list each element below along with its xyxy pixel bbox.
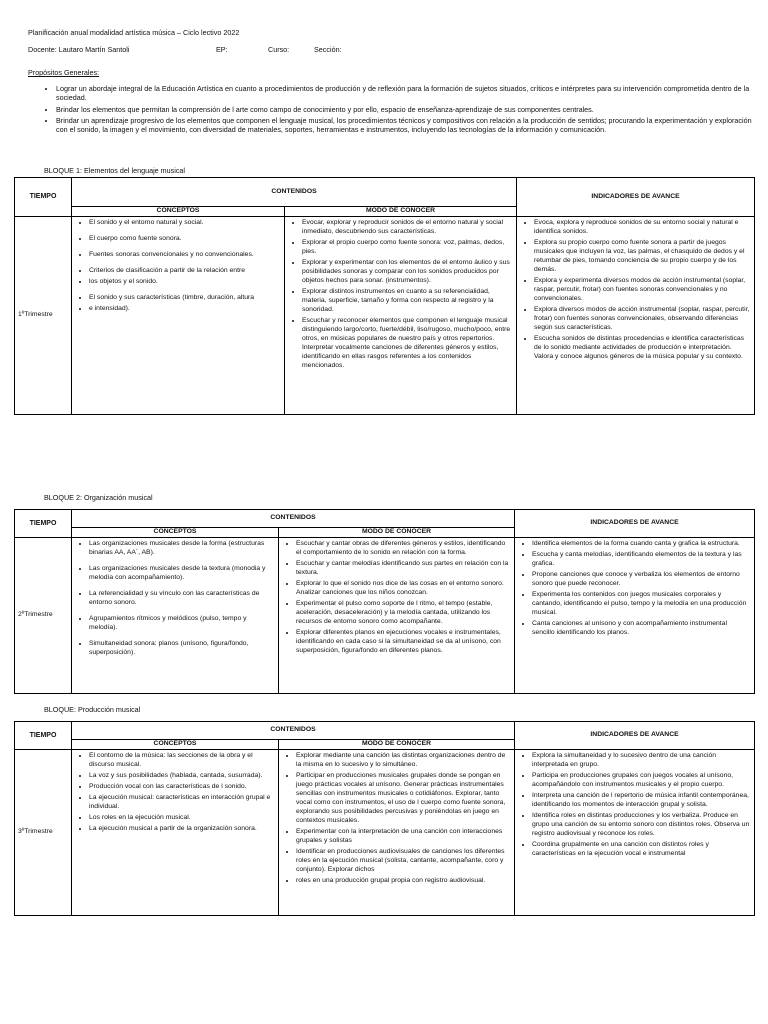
list-item: • Experimenta los contenidos con juegos musicales corporales y cantando, identificando el pulso, tempo y la melodía en una producción musical. [532, 591, 751, 618]
conceptos-header: CONCEPTOS [72, 207, 285, 217]
list-item: • El cuerpo como fuente sonora. [89, 235, 281, 244]
modo-header: MODO DE CONOCER [279, 740, 515, 750]
contenidos-header: CONTENIDOS [72, 178, 517, 207]
tiempo-cell: 2ºTrimestre [15, 537, 72, 693]
bloque-1-table [14, 177, 755, 415]
list-item: • Evoca, explora y reproduce sonidos de su entorno social y natural e identifica sonidos. [534, 219, 751, 237]
modo-cell [279, 537, 515, 693]
list-item: • Evocar, explorar y reproducir sonidos de el entorno natural y social inmediato, descubriendo sus características. [302, 219, 513, 237]
list-item: • Propone canciones que conoce y verbaliza los elementos de entorno sonoro que puede reconocer. [532, 571, 751, 589]
list-item: • Explora y experimenta diversos modos de acción instrumental (soplar, raspar, percutir, frotar) con fuentes sonoras convencionales y no convencionales. [534, 277, 751, 304]
page-title: Planificación anual modalidad artística música – Ciclo lectivo 2022 [28, 28, 240, 37]
list-item: • La voz y sus posibilidades (hablada, cantada, susurrada). [89, 772, 275, 781]
list-item: • Explora diversos modos de acción instrumental (soplar, raspar, percutir, frotar) con fuentes sonoras convencionales, observando diferencias según sus características. [534, 306, 751, 333]
tiempo-header: TIEMPO [15, 722, 72, 750]
list-item: • La ejecución musical a partir de la organización sonora. [89, 825, 275, 834]
conceptos-cell [72, 749, 279, 915]
list-item: • roles en una producción grupal propia con registro audiovisual. [296, 877, 511, 886]
tiempo-header: TIEMPO [15, 178, 72, 217]
list-item: • Explora la simultaneidad y lo sucesivo dentro de una canción interpretada en grupo. [532, 752, 751, 770]
indicadores-cell [515, 537, 755, 693]
list-item: • Criterios de clasificación a partir de la relación entre [89, 267, 281, 276]
seccion-label: Sección: [314, 45, 342, 54]
list-item: • Explorar y experimentar con los elementos de el entorno áulico y sus posibilidades sonoras y comparar con los sonidos producidos por objetos hechos para sonar. (instrumentos). [302, 259, 513, 286]
list-item: • Explorar el propio cuerpo como fuente sonora: voz, palmas, dedos, pies. [302, 239, 513, 257]
list-item: • Explora su propio cuerpo como fuente sonora a partir de juegos musicales que incluyen la voz, las palmas, el chasquido de dedos y el retumbar de pies, tomando conciencia de su propio cuerpo y de los demás. [534, 239, 751, 275]
list-item: • El sonido y sus características (timbre, duración, altura [89, 294, 281, 303]
modo-header: MODO DE CONOCER [279, 528, 515, 538]
propositos-heading: Propósitos Generales: [28, 68, 100, 77]
list-item: • Explorar lo que el sonido nos dice de las cosas en el entorno sonoro. Analizar canciones que los niños conozcan. [296, 580, 511, 598]
propositos-list [42, 84, 756, 137]
docente-label: Docente: Lautaro Martín Santoli [28, 45, 130, 54]
conceptos-header: CONCEPTOS [72, 528, 279, 538]
list-item: • Escuchar y reconocer elementos que componen el lenguaje musical distinguiendo largo/corto, fuerte/débil, liso/rugoso, mucho/poco, entre otros, en músicas populares de nuestro país y otros repertorios. Interpretar vocalmente canciones de diferentes géneros y estilos, identificando en ellas rasgos referentes a los contenidos mencionados. [302, 317, 513, 371]
list-item: • Identifica elementos de la forma cuando canta y grafica la estructura. [532, 540, 751, 549]
list-item: • Escucha y canta melodías, identificando elementos de la textura y las grafica. [532, 551, 751, 569]
list-item: • Simultaneidad sonora: planos (unísono, figura/fondo, superposición). [89, 640, 275, 658]
list-item: • La ejecución musical: características en interacción grupal e individual. [89, 794, 275, 812]
list-item: • Las organizaciones musicales desde la textura (monodia y melodía con acompañamiento). [89, 565, 275, 583]
proposito-item: • Lograr un abordaje integral de la Educación Artística en cuanto a procedimientos de producción y de reflexión para la formación de sujetos situados, críticos e intérpretes para su intervención comprometida dentro de la sociedad. [56, 84, 756, 103]
list-item: • Explorar diferentes planos en ejecuciones vocales e instrumentales, identificando en cada caso si la simultaneidad se da al unísono, con superposición, figura/fondo en diferentes planos. [296, 629, 511, 656]
indicadores-cell [517, 216, 755, 414]
indicadores-header: INDICADORES DE AVANCE [517, 178, 755, 217]
indicadores-header: INDICADORES DE AVANCE [515, 722, 755, 750]
modo-cell [285, 216, 517, 414]
list-item: • Escuchar y cantar obras de diferentes géneros y estilos, identificando el comportamiento de lo sonido en relación con la forma. [296, 540, 511, 558]
list-item: • Interpreta una canción de l repertorio de música infantil contemporánea, identificando los momentos de interacción grupal y solista. [532, 792, 751, 810]
list-item: • e intensidad). [89, 305, 281, 314]
list-item: • La referencialidad y su vínculo con las características de entorno sonoro. [89, 590, 275, 608]
contenidos-header: CONTENIDOS [72, 722, 515, 740]
conceptos-cell [72, 537, 279, 693]
bloque-3-label: BLOQUE: Producción musical [44, 705, 141, 714]
proposito-item: • Brindar un aprendizaje progresivo de los elementos que componen el lenguaje musical, los procedimientos técnicos y compositivos con relación a la producción de sentidos; procurando la experimentación y exploración con el sonido, la imagen y el movimiento, con diversidad de materiales, soportes, herramientas e instrumentos, incluyendo las tecnologías de la información y comunicación. [56, 116, 756, 135]
list-item: • El contorno de la música: las secciones de la obra y el discurso musical. [89, 752, 275, 770]
bloque-2-table [14, 509, 755, 694]
bloque-3-table [14, 721, 755, 916]
list-item: • Identificar en producciones audiovisuales de canciones los diferentes roles en la ejecución musical (solista, cantante, acompañante, coro y conjunto). Explorar dichos [296, 848, 511, 875]
list-item: • Fuentes sonoras convencionales y no convencionales. [89, 251, 281, 260]
list-item: • Explorar mediante una canción las distintas organizaciones dentro de la misma en lo sucesivo y lo simultáneo. [296, 752, 511, 770]
list-item: • Los roles en la ejecución musical. [89, 814, 275, 823]
list-item: • Experimentar con la interpretación de una canción con interacciones grupales y solistas [296, 828, 511, 846]
list-item: • Canta canciones al unísono y con acompañamiento instrumental sencillo identificando los planos. [532, 620, 751, 638]
contenidos-header: CONTENIDOS [72, 510, 515, 528]
list-item: • Producción vocal con las características de l sonido. [89, 783, 275, 792]
list-item: • los objetos y el sonido. [89, 278, 281, 287]
ep-label: EP: [216, 45, 228, 54]
bloque-1-label: BLOQUE 1: Elementos del lenguaje musical [44, 166, 186, 175]
proposito-item: • Brindar los elementos que permitan la comprensión de l arte como campo de conocimiento y por ello, espacio de enseñanza-aprendizaje de sus componentes centrales. [56, 105, 756, 114]
modo-header: MODO DE CONOCER [285, 207, 517, 217]
list-item: • Escucha sonidos de distintas procedencias e identifica características de lo sonido mediante actividades de producción e interpretación. Valora y conoce algunos géneros de la música popular y su contexto. [534, 335, 751, 362]
bloque-2-label: BLOQUE 2: Organización musical [44, 493, 153, 502]
list-item: • Experimentar el pulso como soporte de l ritmo, el tempo (estable, aceleración, desaceleración) y la melodía cantada, utilizando los recursos de entorno sonoro como acompañante. [296, 600, 511, 627]
tiempo-cell: 3ºTrimestre [15, 749, 72, 915]
tiempo-header: TIEMPO [15, 510, 72, 538]
indicadores-header: INDICADORES DE AVANCE [515, 510, 755, 538]
conceptos-header: CONCEPTOS [72, 740, 279, 750]
tiempo-cell: 1ºTrimestre [15, 216, 72, 414]
list-item: • Identifica roles en distintas producciones y los verbaliza. Produce en grupo una canción de su entorno sonoro con distintos roles. Observa un registro audiovisual y reconoce los roles. [532, 812, 751, 839]
list-item: • Explorar distintos instrumentos en cuanto a su referencialidad, materia, superficie, tamaño y forma con respecto al registro y la sonoridad. [302, 288, 513, 315]
conceptos-cell [72, 216, 285, 414]
list-item: • Agrupamientos rítmicos y melódicos (pulso, tempo y melodía). [89, 615, 275, 633]
modo-cell [279, 749, 515, 915]
list-item: • Escuchar y cantar melodías identificando sus partes en relación con la textura. [296, 560, 511, 578]
list-item: • El sonido y el entorno natural y social. [89, 219, 281, 228]
indicadores-cell [515, 749, 755, 915]
list-item: • Participa en producciones grupales con juegos vocales al unísono, acompañándolo con instrumentos musicales y el propio cuerpo. [532, 772, 751, 790]
curso-label: Curso: [268, 45, 290, 54]
list-item: • Coordina grupalmente en una canción con distintos roles y características en la ejecución vocal e instrumental [532, 841, 751, 859]
list-item: • Las organizaciones musicales desde la forma (estructuras binarias AA, AA´, AB). [89, 540, 275, 558]
list-item: • Participar en producciones musicales grupales donde se pongan en juego prácticas vocales al unísono. Generar prácticas instrumentales sencillas con instrumentos musicales o cotidiáfonos. Explorar, tanto vocal como con instrumentos, el uso de l cuerpo como fuente sonora, explorando sus posibilidades percusivas y poniéndolas en juego en contextos musicales. [296, 772, 511, 826]
